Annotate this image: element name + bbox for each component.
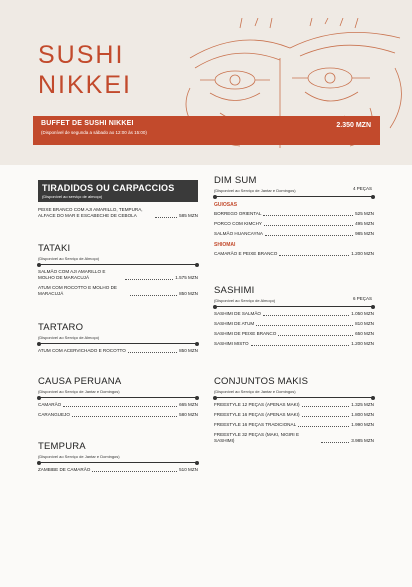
item-price: 1.575 MZN [175,275,198,280]
leader-dots [279,255,349,256]
leader-dots [321,442,349,443]
page-title [38,40,132,100]
item-name: CARANGUEJO [38,412,70,417]
section-title: TATAKI [38,243,71,254]
menu-item [214,422,374,428]
item-name: FREESTYLE 12 PEÇAS (APENAS MAKI) [214,402,300,407]
item-price: 3.985 MZN [351,438,374,443]
menu-item [214,321,374,327]
section-quantity: 4 PEÇAS [352,186,372,191]
leader-dots [130,295,177,296]
item-price: 1.800 MZN [351,412,374,417]
item-price: 810 MZN [355,321,374,326]
item-name: ATUM COM ACERVICHADO E ROCOTTO [38,348,126,353]
menu-item [38,348,198,354]
section-note: (Disponível ao Serviço de Jantar e Domingos) [214,188,296,193]
menu-item [214,311,374,317]
section-makis [214,376,374,444]
item-price: 985 MZN [355,231,374,236]
menu-item [38,467,198,473]
section-tartaro [38,322,198,354]
item-price: 1.325 MZN [351,402,374,407]
leader-dots [298,426,349,427]
item-name: CAMARÃO E PEIXE BRANCO [214,251,278,256]
menu-item [214,211,374,217]
leader-dots [265,235,353,236]
item-name: FREESTYLE 32 PEÇAS (MAKI, NIGIRI E SASHIMI) [214,432,300,443]
buffet-price: 2.350 MZN [336,122,371,129]
item-price: 495 MZN [355,221,374,226]
leader-dots [128,352,177,353]
menu-item [214,412,374,418]
item-price: 1.990 MZN [351,422,374,427]
section-tataki [38,243,198,297]
section-note: (Disponível ao Serviço de Almoço) [38,256,100,261]
item-price: 665 MZN [179,402,198,407]
leader-dots [125,279,173,280]
section-note: (Disponível ao Serviço de Almoço) [214,298,276,303]
leader-dots [256,325,353,326]
menu-item [214,402,374,408]
menu-item [38,402,198,408]
section-title: DIM SUM [214,175,257,186]
leader-dots [278,335,353,336]
leader-dots [302,406,350,407]
item-price: 525 MZN [355,211,374,216]
section-divider [38,343,198,344]
title-line-2: NIKKEI [38,71,132,99]
item-name: PORCO COM KIMCHY [214,221,262,226]
section-divider [214,306,374,307]
section-note: (Disponível ao Serviço de Jantar e Domingos) [214,389,296,394]
section-divider [214,397,374,398]
section-divider [38,264,198,265]
item-price: 510 MZN [179,467,198,472]
section-title: CONJUNTOS MAKIS [214,376,309,387]
section-title: TEMPURA [38,441,86,452]
menu-item [214,221,374,227]
item-name: PEIXE BRANCO COM AJI AMARILLO, TEMPURA, ALFACE DO MAR E ESCABECHE DE CEBOLA [38,207,143,218]
leader-dots [63,406,177,407]
item-price: 650 MZN [355,331,374,336]
item-name: CAMARÃO [38,402,62,407]
section-title: CAUSA PERUANA [38,376,122,387]
section-divider [214,196,374,197]
section-tiraditos [38,180,198,219]
leader-dots [92,471,177,472]
item-price: 1.200 MZN [351,251,374,256]
section-note: (Disponível ao Serviço de Almoço) [38,335,100,340]
leader-dots [263,215,353,216]
subsection-title: GUIOSAS [214,202,238,208]
item-price: 585 MZN [179,213,198,218]
leader-dots [72,416,177,417]
item-name: SALMÃO COM AJI AMARILLO E MOLHO DE MARACUJÁ [38,269,106,280]
leader-dots [251,345,350,346]
menu-item [38,285,198,297]
item-name: FREESTYLE 16 PEÇAS TRADICIONAL [214,422,297,427]
buffet-subtitle: (Disponível de segunda a sábado ao 12:00 às 15:00) [41,130,147,135]
menu-item [214,251,374,257]
section-note: (Disponível ao Serviço de Jantar e Domingos) [38,389,120,394]
leader-dots [155,217,177,218]
title-line-1: SUSHI [38,41,125,69]
section-quantity: 6 PEÇAS [352,296,372,301]
item-name: ATUM COM ROCOTTO E MOLHO DE MARACUJÁ [38,285,117,296]
item-price: 1.050 MZN [351,311,374,316]
leader-dots [264,225,353,226]
item-name: SASHIMI DE PEIXE BRANCO [214,331,277,336]
item-name: SASHIMI DE ATUM [214,321,255,326]
menu-item [214,432,374,444]
subsection-title: SHIOMAI [214,242,236,248]
buffet-banner [33,116,380,145]
item-price: 580 MZN [179,412,198,417]
section-note: (Disponível ao Serviço de Jantar e Domingos) [38,454,120,459]
section-divider [38,397,198,398]
item-name: ZAMBIBE DE CAMARÃO [38,467,91,472]
menu-item [38,412,198,418]
item-name: SALMÃO HUANCAYNA [214,231,263,236]
buffet-title: BUFFET DE SUSHI NIKKEI [41,120,134,127]
menu-item [38,269,198,281]
menu-item [214,331,374,337]
item-name: BORREGO ORIENTAL [214,211,262,216]
menu-item [214,341,374,347]
item-name: FREESTYLE 16 PEÇAS (APENAS MAKI) [214,412,300,417]
section-dimsum [214,175,374,257]
item-price: 850 MZN [179,348,198,353]
menu-item [214,231,374,237]
item-name: SASHIMI DE SALMÃO [214,311,261,316]
section-tempura [38,441,198,473]
item-name: SASHIMI MISTO [214,341,249,346]
leader-dots [263,315,349,316]
item-price: 850 MZN [179,291,198,296]
section-divider [38,462,198,463]
section-causa [38,376,198,418]
leader-dots [302,416,350,417]
section-title: TIRADIDOS OU CARPACCIOS [38,180,198,193]
section-sashimi [214,285,374,347]
section-title: TARTARO [38,322,84,333]
menu-item [38,207,198,219]
section-title: SASHIMI [214,285,255,296]
section-note: (Disponível ao serviço de almoço) [38,193,198,202]
item-price: 1.200 MZN [351,341,374,346]
